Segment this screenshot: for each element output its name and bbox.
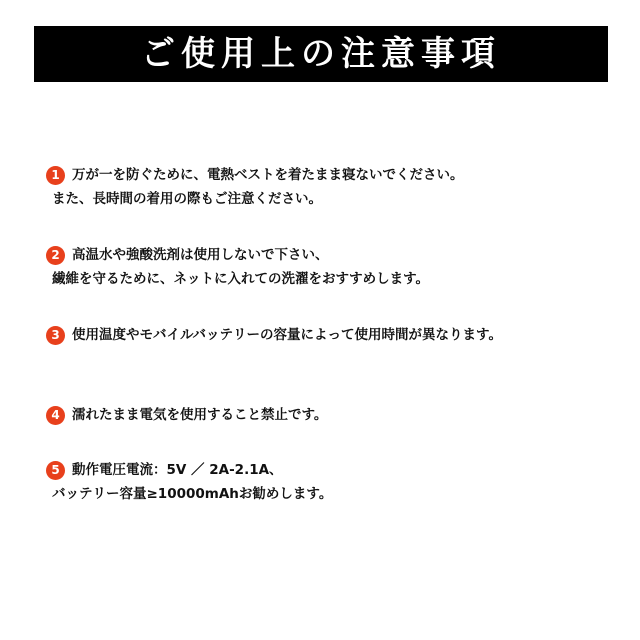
notice-text: 動作電圧電流：5V ／ 2A-2.1A、 — [72, 462, 283, 478]
notice-item-2 — [46, 245, 616, 289]
notice-text: 濡れたまま電気を使用すること禁止です。 — [72, 407, 328, 423]
number-badge: 5 — [46, 461, 65, 480]
notice-text: 万が一を防ぐために、電熱ベストを着たまま寝ないでください。 — [72, 167, 464, 183]
page-title: ご使用上の注意事項 — [141, 34, 501, 74]
notice-item-3 — [46, 325, 616, 345]
notice-item-4 — [46, 405, 616, 425]
notice-text: また、長時間の着用の際もご注意ください。 — [52, 191, 322, 207]
number-badge: 4 — [46, 406, 65, 425]
notice-item-5 — [46, 460, 616, 504]
notice-text: 使用温度やモバイルバッテリーの容量によって使用時間が異なります。 — [72, 327, 502, 343]
title-banner — [34, 26, 608, 82]
notice-item-1 — [46, 165, 616, 209]
notice-text: バッテリー容量≥10000mAhお勧めします。 — [52, 486, 333, 502]
notice-text: 繊維を守るために、ネットに入れての洗濯をおすすめします。 — [52, 271, 430, 287]
notice-text: 高温水や強酸洗剤は使用しないで下さい、 — [72, 247, 329, 263]
number-badge: 3 — [46, 326, 65, 345]
number-badge: 1 — [46, 166, 65, 185]
number-badge: 2 — [46, 246, 65, 265]
